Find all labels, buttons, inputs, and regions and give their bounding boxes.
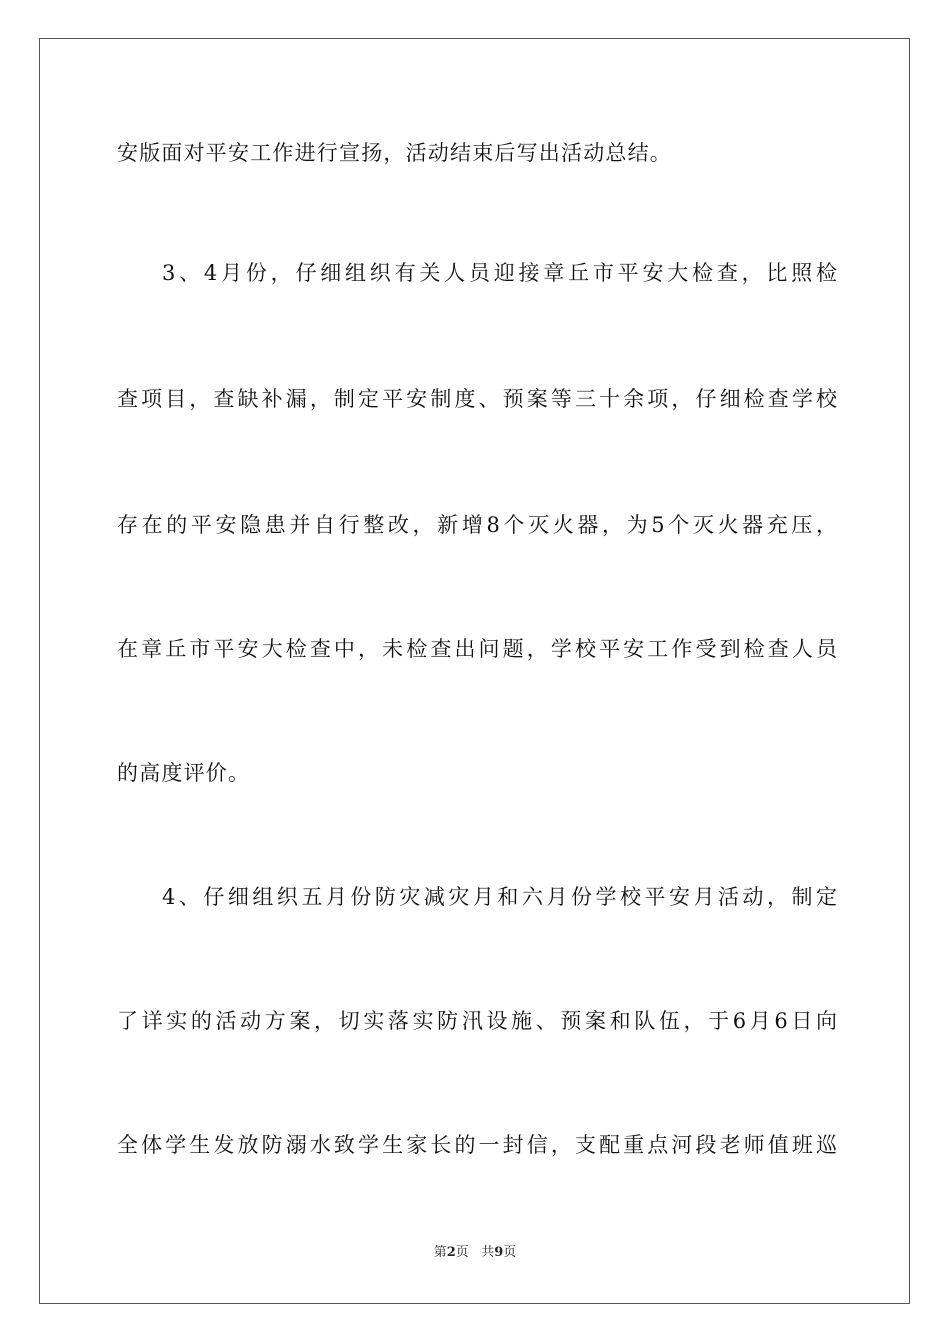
- footer-total-prefix: 共: [481, 1245, 495, 1260]
- text-line-1: 安版面对平安工作进行宣扬，活动结束后写出活动总结。: [117, 141, 672, 165]
- footer-total-pages: 9: [494, 1245, 504, 1260]
- footer-page-number: 2: [446, 1245, 456, 1260]
- text-line-5: 在章丘市平安大检查中，未检查出问题，学校平安工作受到检查人员: [117, 637, 837, 661]
- text-line-8: 了详实的活动方案，切实落实防汛设施、预案和队伍，于6月6日向: [117, 1009, 837, 1033]
- text-line-9: 全体学生发放防溺水致学生家长的一封信，支配重点河段老师值班巡: [117, 1133, 837, 1157]
- footer-total-suffix: 页: [503, 1245, 517, 1260]
- text-line-4: 存在的平安隐患并自行整改，新增8个灭火器，为5个灭火器充压，: [117, 513, 837, 537]
- text-line-2: 3、4月份，仔细组织有关人员迎接章丘市平安大检查，比照检: [162, 261, 837, 285]
- page-frame: [39, 38, 910, 1304]
- page-footer: [0, 1243, 950, 1263]
- footer-page-suffix: 页: [455, 1245, 469, 1260]
- text-line-7: 4、仔细组织五月份防灾减灾月和六月份学校平安月活动，制定: [162, 885, 837, 909]
- text-line-3: 查项目，查缺补漏，制定平安制度、预案等三十余项，仔细检查学校: [117, 387, 837, 411]
- text-line-6: 的高度评价。: [117, 761, 251, 785]
- footer-page-prefix: 第: [433, 1245, 447, 1260]
